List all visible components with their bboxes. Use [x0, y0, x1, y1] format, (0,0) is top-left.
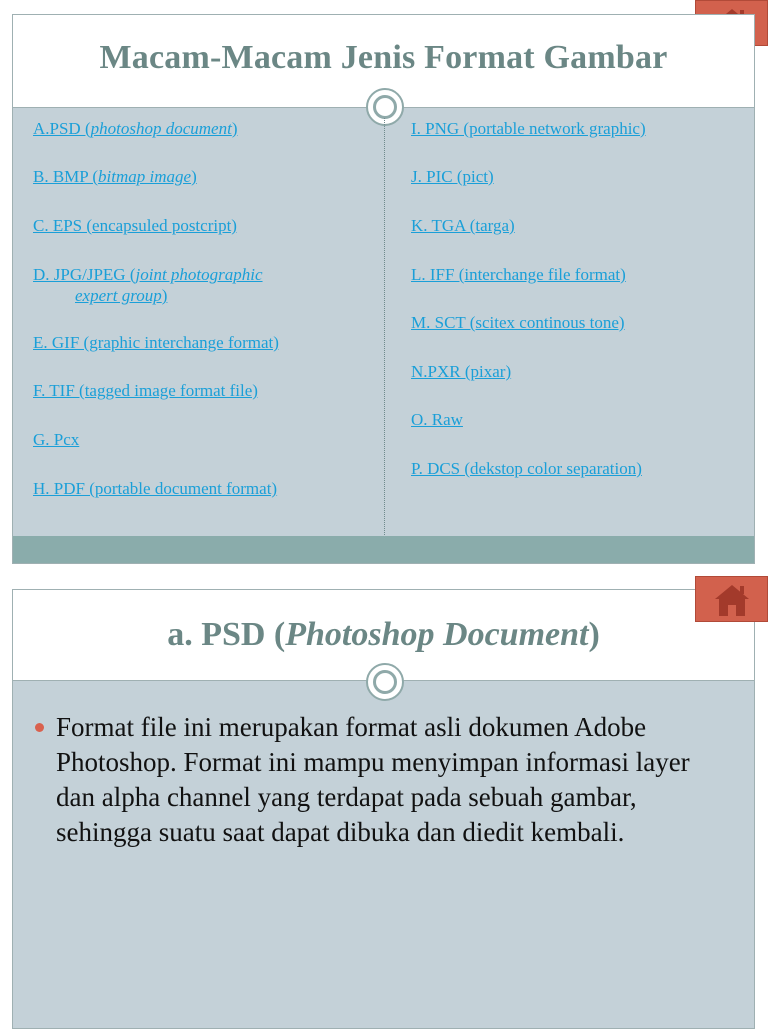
format-link-tga[interactable]: K. TGA (targa) — [411, 216, 515, 235]
format-link-jpg[interactable]: D. JPG/JPEG (joint photographic expert group) — [33, 265, 263, 305]
format-link-iff[interactable]: L. IFF (interchange file format) — [411, 265, 626, 284]
column-divider — [384, 118, 385, 535]
format-link-png[interactable]: I. PNG (portable network graphic) — [411, 119, 646, 138]
circle-ornament — [366, 88, 404, 126]
circle-ornament — [366, 663, 404, 701]
bullet-icon — [35, 723, 44, 732]
format-link-raw[interactable]: O. Raw — [411, 410, 463, 429]
format-link-psd[interactable]: A.PSD (photoshop document) — [33, 119, 238, 138]
slide-format-list — [12, 14, 755, 564]
slide-title: Macam-Macam Jenis Format Gambar — [99, 39, 668, 76]
accent-bar — [13, 536, 754, 563]
format-link-pxr[interactable]: N.PXR (pixar) — [411, 362, 512, 381]
format-link-dcs[interactable]: P. DCS (dekstop color separation) — [411, 459, 642, 478]
home-icon — [714, 583, 750, 617]
slide-psd-detail — [12, 589, 755, 1029]
format-link-eps[interactable]: C. EPS (encapsuled postcript) — [33, 216, 237, 235]
format-link-pdf[interactable]: H. PDF (portable document format) — [33, 479, 278, 498]
format-link-tif[interactable]: F. TIF (tagged image format file) — [33, 381, 258, 400]
slide-title: a. PSD (Photoshop Document) — [167, 616, 600, 653]
home-button[interactable] — [695, 576, 768, 622]
format-link-pcx[interactable]: G. Pcx — [33, 430, 80, 449]
format-link-sct[interactable]: M. SCT (scitex continous tone) — [411, 313, 625, 332]
bullet-text: Format file ini merupakan format asli dokumen Adobe Photoshop. Format ini mampu menyimpan informasi layer dan alpha channel yang terdapat pada sebuah gambar, sehingga suatu saat dapat dibuka dan diedit kembali. — [56, 712, 690, 847]
format-link-bmp[interactable]: B. BMP (bitmap image) — [33, 167, 197, 186]
format-link-pic[interactable]: J. PIC (pict) — [411, 167, 494, 186]
format-link-gif[interactable]: E. GIF (graphic interchange format) — [33, 333, 279, 352]
